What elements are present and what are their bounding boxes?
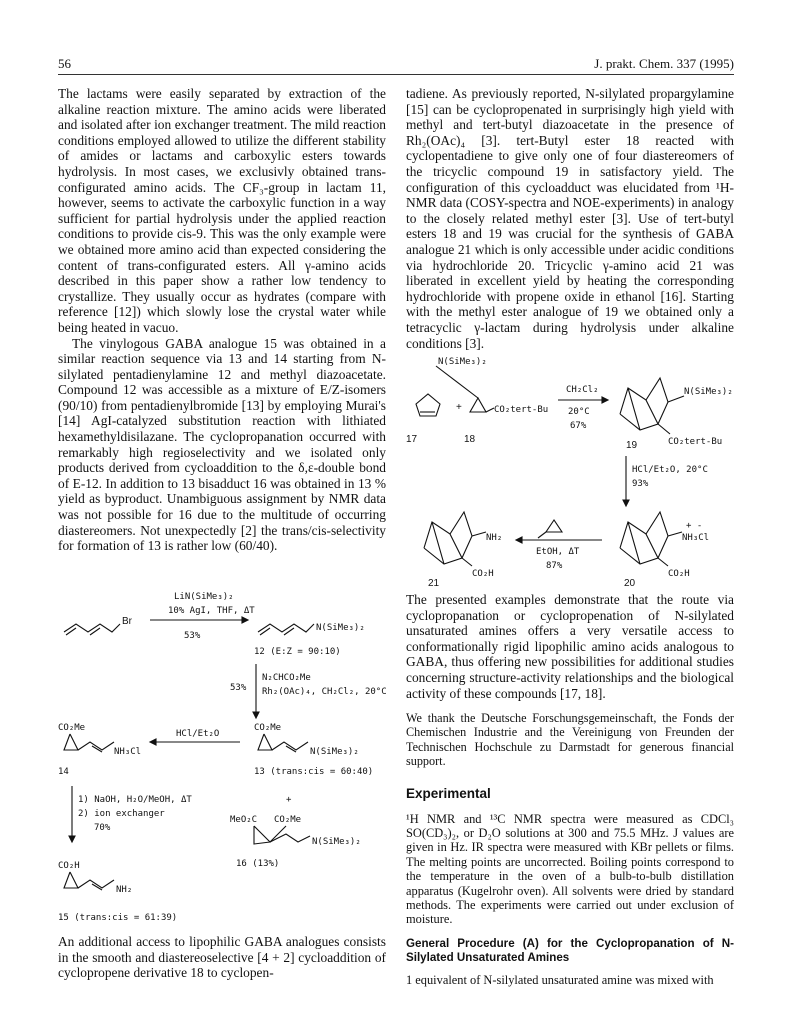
cyclopropane-ring [64, 872, 78, 888]
cyclopropane-ring [258, 734, 272, 750]
plus-sign: + [286, 795, 292, 805]
bond [646, 534, 658, 558]
epoxide-ring [546, 520, 562, 532]
bond [450, 534, 462, 558]
group-label: CO₂Me [254, 723, 282, 733]
yield-label: 87% [546, 561, 563, 571]
tricyclic-skeleton [620, 378, 668, 430]
yield-label: 53% [230, 683, 247, 693]
atom-label: N(SiMe₃)₂ [312, 837, 361, 847]
paragraph: 1 equivalent of N-silylated unsaturated amine was mixed with [406, 972, 714, 987]
bond [658, 424, 670, 434]
reagent-label: 20°C [568, 407, 590, 417]
compound-label: 14 [58, 767, 69, 777]
right-text-bottom [406, 592, 734, 987]
section-heading: Experimental [406, 785, 491, 801]
compound-label: 12 (E:Z = 90:10) [254, 647, 341, 657]
paragraph: tadiene. As previously reported, N-silylated propargylamine [15] can be cyclopropenated in surprisingly high yield with methyl and tert-butyl diazoacetate in the presence of Rh₂(OAc)₄ [3]. tert-Butyl ester 18 reacted with cyclopentadiene to give only one of four diastereomers of the tricyclic compound 19 in satisfactory yield. The configuration of this cycloadduct was elucidated from ¹H-NMR data (COSY-spectra and NOE-experiments) in analogy to the closely related methyl ester [3]. Use of tert-butyl esters 18 and 19 was crucial for the synthesis of GABA analogue 21 which is only accessible under acidic conditions via hydrochloride 20. Tricyclic γ-amino acid 21 was liberated in excellent yield by heating the corresponding hydrochloride with propene oxide in ethanol [16]. Starting with the methyl ester analogue of 19 we obtained only a tetracyclic γ-lactam during hydrolysis under alkaline conditions [3]. [406, 86, 734, 351]
journal-reference: J. prakt. Chem. 337 (1995) [594, 56, 734, 71]
compound-label: 17 [406, 434, 418, 445]
compound-label: 21 [428, 578, 440, 589]
reagent-label: HCl/Et₂O, 20°C [632, 465, 708, 475]
atom-label: N(SiMe₃)₂ [316, 623, 365, 633]
reagent-label: CH₂Cl₂ [566, 385, 599, 395]
bond [436, 366, 478, 398]
atom-label: N(SiMe₃)₂ [310, 747, 359, 757]
plus-sign: + [456, 402, 462, 413]
compound-label: 13 (trans:cis = 60:40) [254, 767, 374, 777]
reaction-scheme-2 [406, 352, 734, 592]
group-label: NH₃Cl [114, 747, 142, 757]
compound-label: 20 [624, 578, 636, 589]
bond [658, 558, 668, 566]
reagent-label: HCl/Et₂O [176, 729, 220, 739]
bond [270, 826, 286, 842]
bond [462, 558, 472, 566]
group-label: CO₂Me [274, 815, 302, 825]
yield-label: 67% [570, 421, 587, 431]
group-label: CO₂H [472, 569, 494, 579]
compound-label: 16 (13%) [236, 859, 280, 869]
cyclopropane-ring [254, 826, 270, 844]
cyclopentadiene-ring [416, 394, 440, 416]
reagent-label: EtOH, ΔT [536, 547, 580, 557]
reagent-label: Rh₂(OAc)₄, CH₂Cl₂, 20°C [262, 687, 387, 697]
bond [668, 396, 684, 402]
bond [472, 532, 486, 536]
yield-label: 93% [632, 479, 649, 489]
bond [646, 400, 658, 424]
tricyclic-skeleton [620, 512, 668, 564]
compound-label: 19 [626, 440, 638, 451]
left-text-top [58, 86, 386, 554]
bond [538, 532, 546, 538]
group-label: MeO₂C [230, 815, 258, 825]
header-rule [58, 74, 734, 75]
bond [486, 408, 494, 412]
arrowhead [602, 397, 608, 403]
atom-label: Br [122, 616, 132, 627]
reaction-scheme-1 [58, 590, 386, 930]
charge-label: + - [686, 521, 703, 531]
group-label: CO₂H [58, 861, 80, 871]
reagent-label: N₂CHCO₂Me [262, 673, 311, 683]
atom-label: N(SiMe₃)₂ [684, 387, 733, 397]
paragraph: The vinylogous GABA analogue 15 was obtained in a similar reaction sequence via 13 and 14 starting from N-silylated pentadienylamine 12 and methyl diazoacetate. Compound 12 was accessible as a mixture of E/Z-isomers (90/10) from pentadienylbromide [13] by employing Murai's [14] AgI-catalyzed substitution reaction with lithiated hexamethyldisilazane. The cyclopropanation occurred with remarkably high regioselectivity and we isolated only products derived from cycloaddition to the δ,ε-double bond of E-12. In addition to 13 bisadduct 16 was obtained in 13 % yield as byproduct. Unambiguous assignment by NMR data was not possible for 16 due to the multitude of occurring diastereomers. Not unexpectedly [2] the trans/cis-selectivity for formation of 13 is rather low (60/40). [58, 335, 386, 554]
reagent-label: 10% AgI, THF, ΔT [168, 606, 255, 616]
paragraph: ¹H NMR and ¹³C NMR spectra were measured as CDCl₃ SO(CD₃)₂, or D₂O solutions at 300 and 75.5 MHz. J values are given in Hz. IR spectra were measured with KBr pellets or films. The melting points are uncorrected. Boiling points correspond to the temperature in the oven of a bulb-to-bulb distillation apparatus (Kugelrohr oven). All solvents were dried by standard methods. The experiments were carried out under exclusion of moisture. [406, 811, 734, 927]
paragraph: The presented examples demonstrate that the route via cyclopropanation or cyclopropenation of N-silylated unsaturated amines offers a very versatile access to conformationally rigid lipophilic amino acids analogous to GABA, thus offering new possibilities for additional studies concerning structure-activity relationships and the biological activity of these compounds [17, 18]. [406, 592, 734, 701]
left-text-bottom [58, 934, 386, 981]
arrowhead [69, 836, 75, 842]
cyclopropane-ring [64, 734, 78, 750]
group-label: NH₂ [116, 885, 133, 895]
right-text-top [406, 86, 734, 351]
group-label: CO₂H [668, 569, 690, 579]
acknowledgement: We thank the Deutsche Forschungsgemeinschaft, the Fonds der Chemischen Industrie and the Vereinigung von Freunden der Technischen Hochschule zu Darmstadt for generous financial support. [406, 711, 734, 768]
cyclopropene-ring [470, 398, 486, 412]
paragraph: An additional access to lipophilic GABA analogues consists in the smooth and diastereoselective [4 + 2] cycloaddition of cyclopropene derivative 18 to cyclopen- [58, 934, 386, 981]
arrowhead [623, 500, 629, 506]
group-label: NH₃Cl [682, 533, 710, 543]
arrowhead [516, 537, 522, 543]
tricyclic-skeleton [424, 512, 472, 564]
arrowhead [242, 617, 248, 623]
paragraph: The lactams were easily separated by extraction of the alkaline reaction mixture. The amino acids were liberated and isolated after ion exchanger treatment. The mild reaction conditions employed allowed to utilize the different stability of amides or lactams and carboxylic esters towards hydrolysis. In most cases, we exclusivly obtained trans-configurated amino acids. The CF₃-group in lactam 11, however, seems to activate the carboxylic function in a way sufficient for partial hydrolysis under the applied reaction conditions to provide cis-9. This was the only example were we obtained more amino acid than expected considering the content of trans-configurated esters. All γ-amino acids described in this paper show a rather low tendency to crystallize. They usually occur as hydrates (compare with reference [12]) which slowly lose the crystal water while being heated in vacuo. [58, 86, 386, 335]
reagent-label: 2) ion exchanger [78, 809, 165, 819]
compound-label: 15 (trans:cis = 61:39) [58, 913, 178, 923]
compound-label: 18 [464, 434, 476, 445]
atom-label: N(SiMe₃)₂ [438, 357, 487, 367]
page-number: 56 [58, 56, 71, 71]
arrowhead [150, 739, 156, 745]
yield-label: 53% [184, 631, 201, 641]
yield-label: 70% [94, 823, 111, 833]
bond [668, 532, 682, 536]
group-label: CO₂tert-Bu [668, 437, 723, 447]
reagent-label: 1) NaOH, H₂O/MeOH, ΔT [78, 795, 192, 805]
group-label: NH₂ [486, 533, 503, 543]
reagent-label: LiN(SiMe₃)₂ [174, 592, 234, 602]
group-label: CO₂tert-Bu [494, 405, 549, 415]
group-label: CO₂Me [58, 723, 86, 733]
subsection-heading: General Procedure (A) for the Cyclopropanation of N-Silylated Unsaturated Amines [406, 936, 734, 964]
chain [270, 834, 310, 842]
arrowhead [253, 712, 259, 718]
